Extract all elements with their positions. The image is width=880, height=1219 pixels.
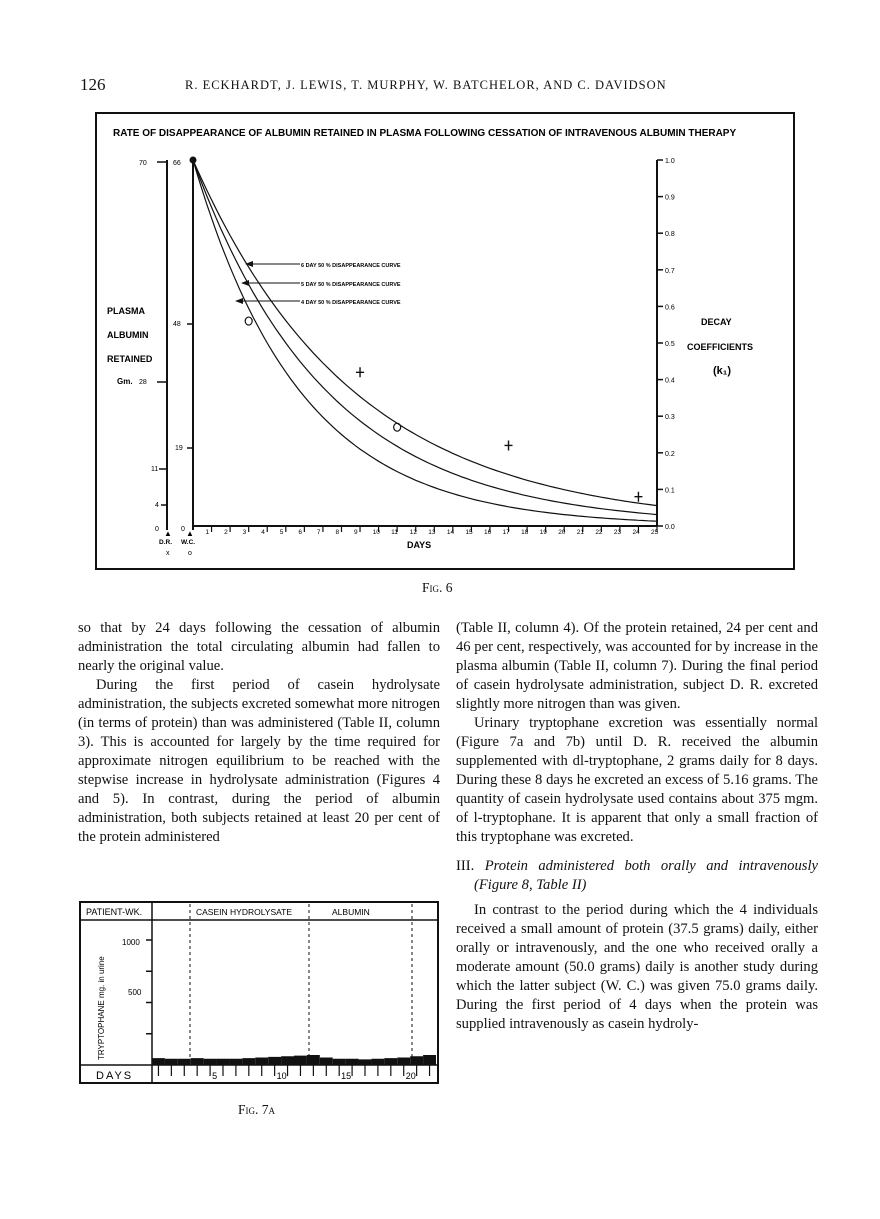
x-tick-label: 5	[279, 529, 284, 536]
figure-6-title: RATE OF DISAPPEARANCE OF ALBUMIN RETAINED IN PLASMA FOLLOWING CESSATION OF INTRAVENOUS ALBUMIN THERAPY	[113, 128, 737, 139]
fig7a-bar	[410, 1056, 423, 1065]
left-label-4: Gm.	[117, 377, 133, 386]
x-tick-label: 11	[391, 529, 398, 536]
fig7a-bar	[242, 1058, 255, 1065]
x-tick-label: 15	[465, 529, 473, 536]
fig7a-y-ticks	[146, 940, 152, 1034]
right-tick-label: 0.5	[665, 341, 675, 348]
x-tick-label: 17	[502, 529, 510, 536]
fig7a-bar	[255, 1058, 268, 1066]
x-axis-label: DAYS	[407, 540, 432, 550]
annotation-4day: 4 DAY 50 % DISAPPEARANCE CURVE	[301, 300, 401, 306]
fig7a-bar	[384, 1058, 397, 1065]
fig7a-bar	[333, 1059, 346, 1065]
x-tick-label: 8	[335, 529, 340, 536]
x-tick-label: 20	[558, 529, 566, 536]
x-tick-label: 9	[354, 529, 358, 536]
curve-4day	[193, 160, 657, 521]
section-heading-3	[456, 857, 818, 895]
x-tick-label: 18	[521, 529, 529, 536]
fig7a-bar	[229, 1059, 242, 1065]
fig7a-bar	[371, 1059, 384, 1065]
fig7a-bar	[397, 1058, 410, 1066]
x-tick-label: 4	[261, 529, 265, 536]
curve-annotations	[235, 261, 401, 306]
figure-7a-caption: Fig. 7a	[238, 1102, 276, 1117]
outer-tick-0: 0	[155, 526, 159, 533]
right-ticks	[657, 158, 675, 531]
fig7a-ytick-1000: 1000	[122, 938, 140, 947]
fig7a-header-mid: CASEIN HYDROLYSATE	[196, 907, 293, 917]
right-tick-label: 1.0	[665, 158, 675, 165]
curve-6day	[193, 160, 657, 506]
subject-marker-wc: o	[188, 550, 192, 557]
fig7a-bars	[152, 1055, 436, 1065]
x-tick-label: 16	[483, 529, 492, 536]
right-paragraph-2: Urinary tryptophane excretion was essentially normal (Figure 7a and 7b) until D. R. received the albumin supplemented with dl-tryptophane, 2 grams daily for 8 days. During these 8 days he excreted an excess of 5.16 grams. The quantity of casein hydrolysate used contains about 375 mgm. of l-tryptophane. It is apparent that only a small fraction of this tryptophane was excreted.	[456, 715, 818, 845]
fig7a-bar	[294, 1056, 307, 1065]
outer-tick-28: 28	[139, 379, 147, 386]
fig7a-x-ticks	[158, 1065, 429, 1081]
x-tick-label: 21	[576, 529, 584, 536]
figure-7a	[78, 900, 440, 1100]
fig7a-x-tick-label: 10	[276, 1071, 287, 1081]
fig7a-bar	[281, 1056, 294, 1065]
right-tick-label: 0.4	[665, 377, 675, 385]
running-header: R. ECKHARDT, J. LEWIS, T. MURPHY, W. BATCHELOR, AND C. DAVIDSON	[185, 78, 667, 92]
fig7a-bar	[217, 1059, 230, 1065]
x-tick-label: 13	[428, 529, 436, 536]
curve-5day	[193, 160, 657, 515]
x-tick-label: 24	[632, 529, 640, 536]
right-tick-label: 0.8	[665, 231, 675, 239]
right-tick-label: 0.7	[665, 267, 675, 275]
fig7a-x-tick-label: 5	[212, 1071, 218, 1081]
left-column	[78, 619, 440, 847]
right-tick-label: 0.3	[665, 414, 675, 422]
fig7a-ytick-500: 500	[128, 988, 142, 997]
x-tick-label: 7	[316, 529, 321, 536]
section-heading-text: Protein administered both orally and intravenously (Figure 8, Table II)	[474, 858, 818, 893]
x-tick-label: 10	[372, 529, 380, 536]
annotation-6day: 6 DAY 50 % DISAPPEARANCE CURVE	[301, 263, 401, 269]
fig7a-header-right: ALBUMIN	[332, 907, 370, 917]
point-dr	[634, 492, 642, 502]
fig7a-bar	[178, 1059, 191, 1065]
inner-tick-0: 0	[181, 526, 185, 533]
right-label-2: COEFFICIENTS	[687, 342, 754, 352]
inner-tick-48: 48	[173, 321, 181, 328]
data-points	[190, 157, 643, 502]
left-paragraph-2: During the first period of casein hydrolysate administration, the subjects excreted somewhat more nitrogen (in terms of protein) than was administered (Table II, column 3). This is accounted for largely by the time required for approximate nitrogen equilibrium to be reached with the stepwise increase in hydrolysate administration (Figures 4 and 5). In contrast, during the period of albumin administration, both subjects retained at least 20 per cent of the protein administered	[78, 677, 440, 845]
right-label-3: (k₁)	[713, 365, 731, 377]
x-tick-label: 3	[242, 529, 247, 536]
svg-text:▲: ▲	[164, 529, 172, 538]
fig7a-bar	[320, 1058, 333, 1066]
fig7a-x-tick-label: 15	[341, 1071, 352, 1081]
fig7a-bar	[152, 1058, 165, 1065]
outer-tick-4: 4	[155, 502, 159, 509]
x-tick-label: 1	[205, 529, 210, 536]
x-tick-label: 23	[613, 529, 622, 536]
right-paragraph-3: In contrast to the period during which the 4 individuals received a small amount of protein (37.5 grams) daily, either orally or intravenously, and the one who received orally a moderate amount (50.0 grams) daily is another study during which the latter subject (W. C.) was given 75.0 grams daily. During the first period of 4 days when the protein was supplied intravenously as casein hydroly-	[456, 902, 818, 1032]
right-tick-label: 0.1	[665, 487, 675, 495]
left-paragraph-1: so that by 24 days following the cessation of albumin administration the total circulating albumin had fallen to nearly the original value.	[78, 620, 440, 674]
x-ticks	[206, 526, 659, 536]
x-tick-label: 22	[595, 529, 603, 536]
inner-tick-66: 66	[173, 160, 181, 167]
outer-tick-70: 70	[139, 160, 147, 167]
x-tick-label: 2	[224, 529, 228, 536]
figure-6	[95, 112, 795, 570]
outer-tick-11: 11	[151, 466, 159, 473]
subject-marker-dr: x	[166, 550, 170, 557]
x-tick-label: 6	[298, 529, 302, 536]
fig7a-xlabel: DAYS	[96, 1070, 134, 1082]
fig7a-bar	[423, 1055, 436, 1065]
x-tick-label: 19	[539, 529, 547, 536]
fig7a-bar	[204, 1059, 217, 1065]
inner-left-ticks	[173, 160, 193, 533]
right-label-1: DECAY	[701, 317, 732, 327]
annotation-5day: 5 DAY 50 % DISAPPEARANCE CURVE	[301, 282, 401, 288]
decay-curves	[193, 160, 657, 521]
right-tick-label: 0.2	[665, 450, 675, 458]
right-tick-label: 0.6	[665, 304, 675, 312]
left-label-1: PLASMA	[107, 306, 145, 316]
right-column	[456, 619, 818, 1034]
fig7a-bar	[359, 1059, 372, 1065]
point-wc	[245, 317, 252, 325]
svg-text:▲: ▲	[186, 529, 194, 538]
right-tick-label: 0.9	[665, 194, 675, 202]
left-label-2: ALBUMIN	[107, 330, 149, 340]
fig7a-bar	[165, 1059, 178, 1065]
section-heading-number: III.	[456, 858, 475, 874]
point-wc	[394, 423, 401, 431]
fig7a-x-tick-label: 20	[405, 1071, 416, 1081]
subject-label-dr: D.R.	[159, 539, 172, 546]
point-dr	[505, 440, 513, 450]
page-number: 126	[80, 75, 106, 94]
figure-6-caption: Fig. 6	[422, 580, 453, 595]
fig7a-bar	[307, 1055, 320, 1065]
x-tick-label: 25	[651, 529, 659, 536]
subject-label-wc: W.C.	[181, 539, 196, 546]
inner-tick-19: 19	[175, 445, 183, 452]
right-paragraph-1: (Table II, column 4). Of the protein retained, 24 per cent and 46 per cent, respectively, was accounted for by increase in the plasma albumin (Table II, column 7). During the final period of casein hydrolysate administration, subject D. R. excreted slightly more nitrogen than was given.	[456, 620, 818, 712]
outer-left-ticks	[139, 160, 167, 533]
left-label-3: RETAINED	[107, 354, 153, 364]
point-dr	[356, 367, 364, 377]
fig7a-ylabel: TRYPTOPHANE mg. in urine	[97, 956, 106, 1060]
x-tick-label: 12	[409, 529, 417, 536]
right-tick-label: 0.0	[665, 524, 675, 531]
fig7a-bar	[346, 1059, 359, 1065]
fig7a-bar	[191, 1058, 204, 1065]
x-tick-label: 14	[446, 529, 455, 536]
fig7a-bar	[268, 1057, 281, 1065]
curve-origin-point	[190, 157, 197, 164]
fig7a-header-left: PATIENT-WK.	[86, 907, 143, 917]
